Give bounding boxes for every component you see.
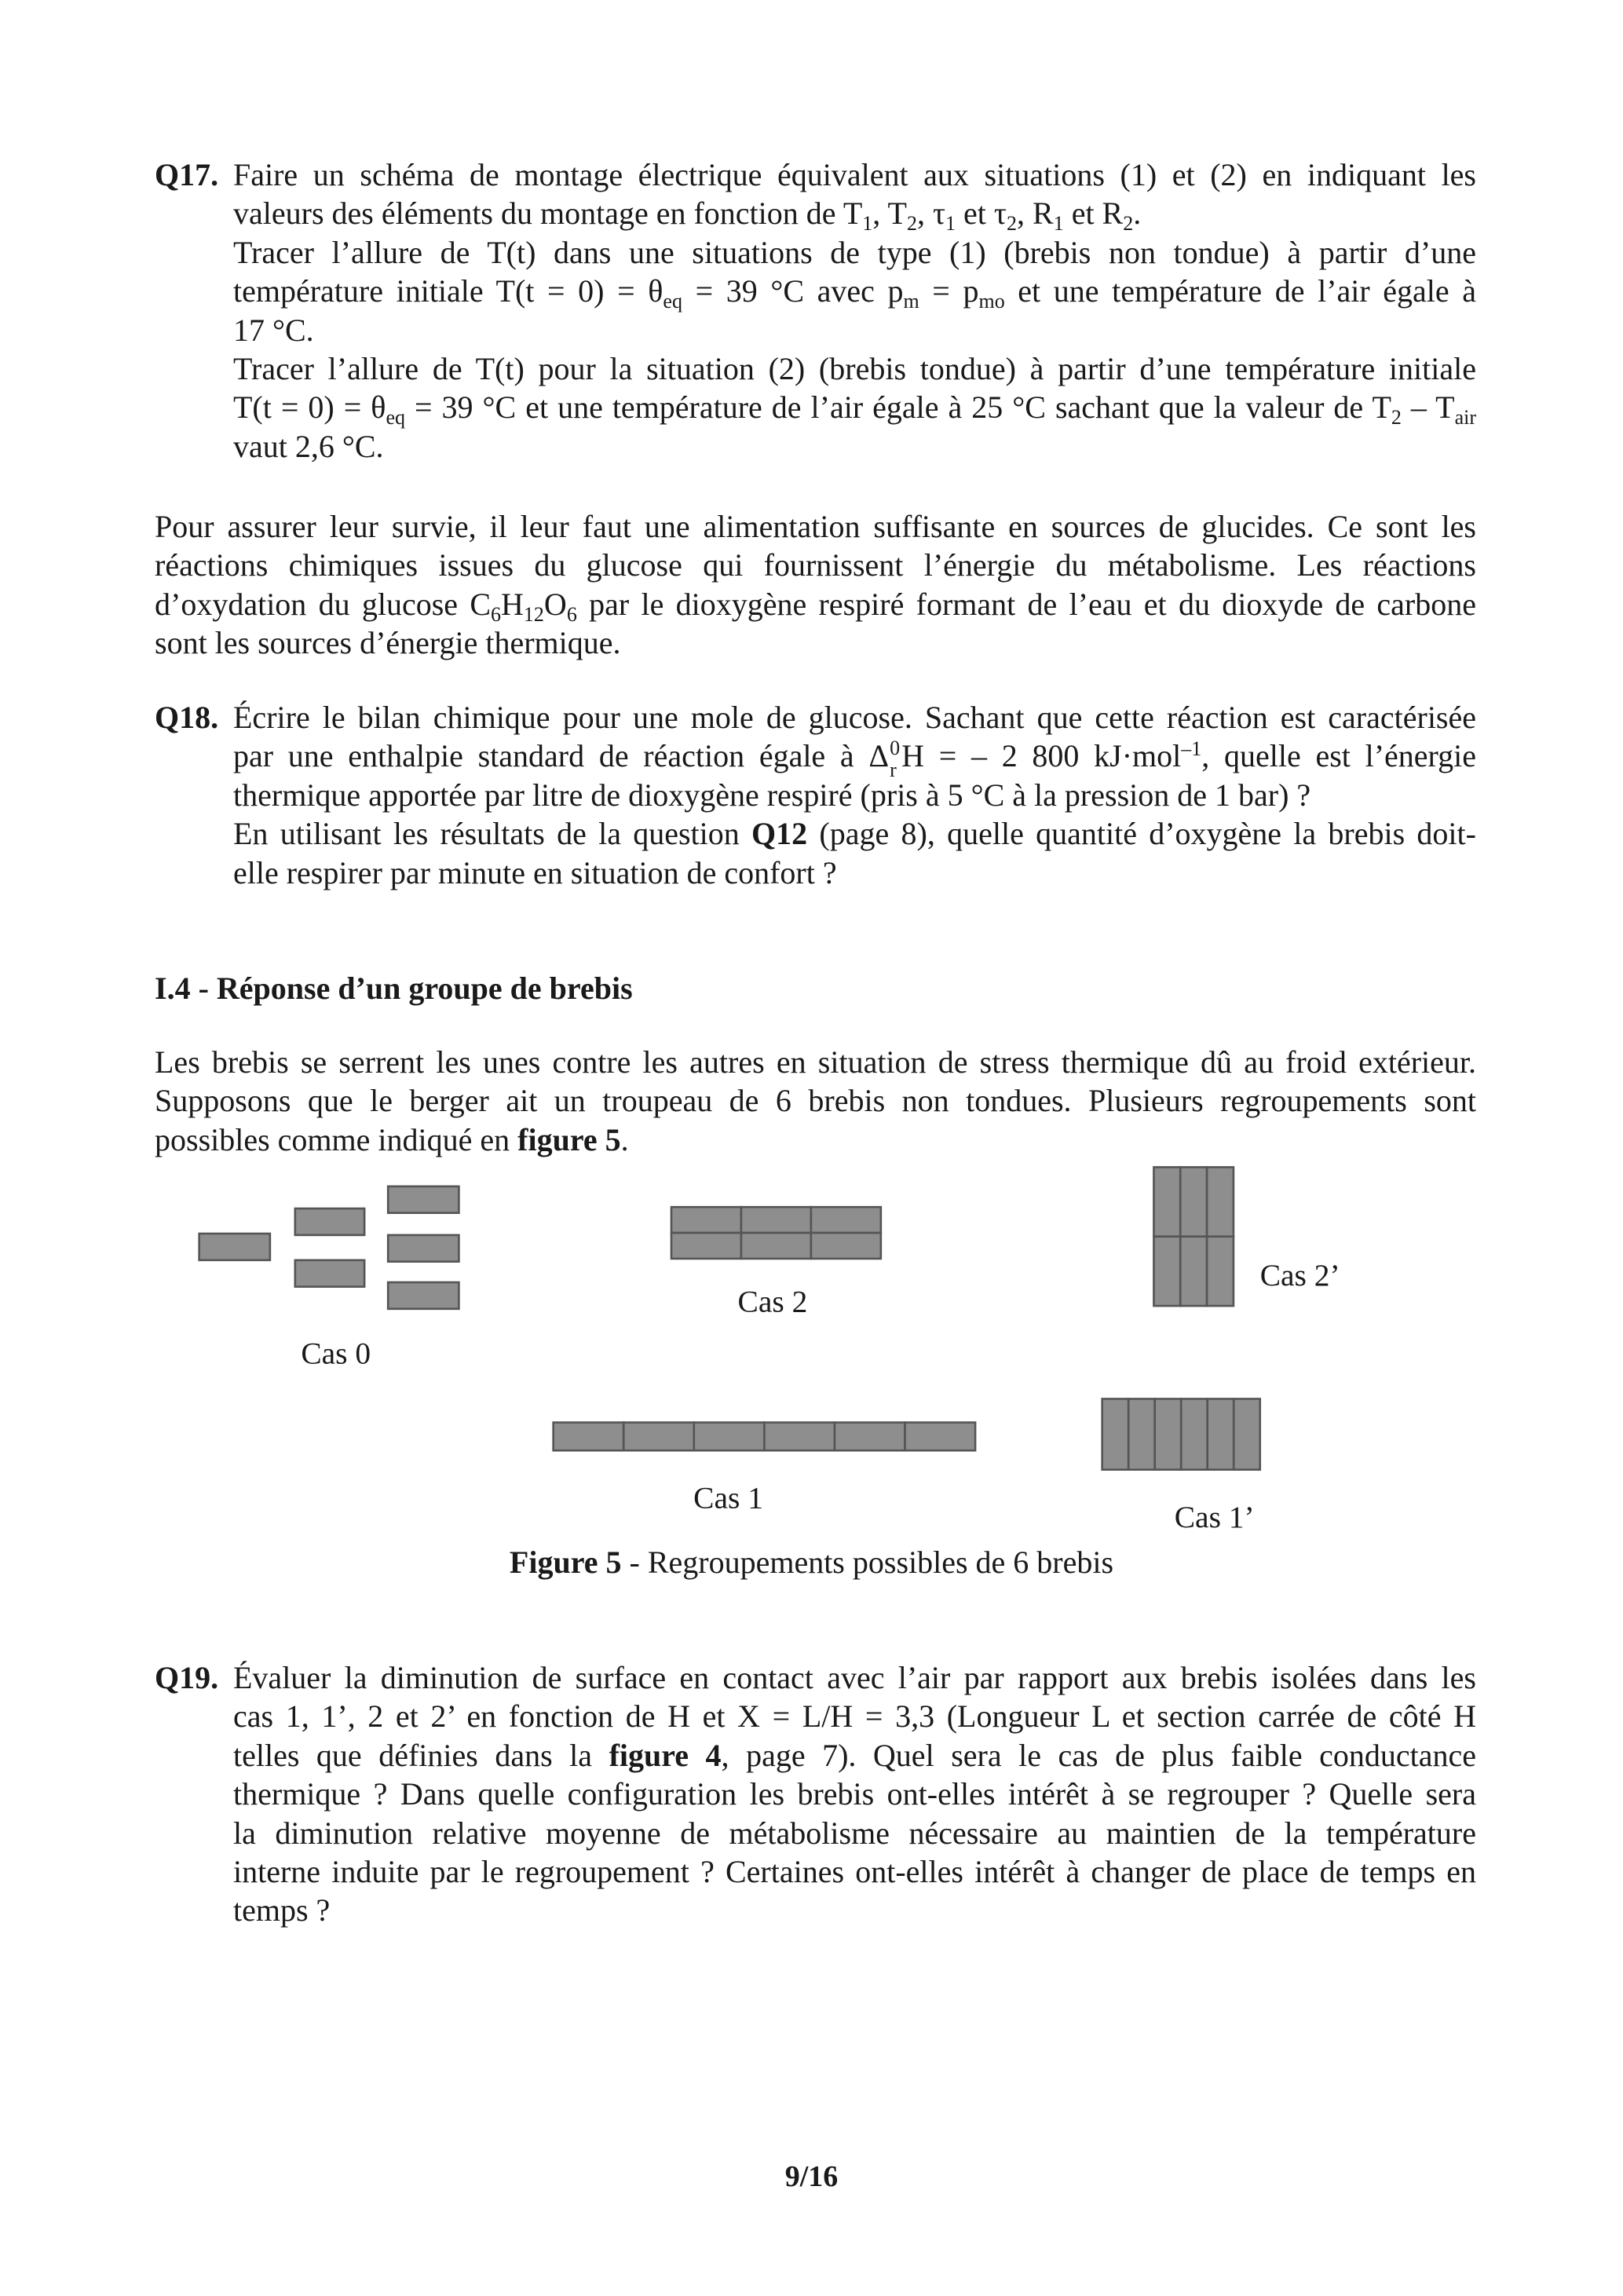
paragraph-groupe	[155, 1043, 1476, 1159]
text-run: thermique apportée par litre de dioxygène respiré (pris à 5 °C à la pression de 1 bar) ?	[233, 777, 1311, 813]
text-run: H	[501, 586, 524, 622]
cas0-group	[199, 1186, 459, 1309]
text-run: , T	[872, 196, 907, 232]
text-run: telles que définies dans la	[233, 1737, 609, 1773]
text-line	[233, 1852, 1476, 1891]
text-run: T(t = 0) = θ	[233, 389, 386, 426]
text-run: = 39 °C et une température de l’air égale à 25 °C sachant que la valeur de T	[405, 389, 1391, 426]
text-line	[233, 194, 1476, 236]
sheep	[1181, 1398, 1208, 1469]
text-run: .	[620, 1121, 629, 1157]
figure-caption-text: - Regroupements possibles de 6 brebis	[621, 1545, 1114, 1580]
text-run: Faire un schéma de montage électrique équivalent aux situations (1) et (2) en indiquant les	[233, 157, 1476, 192]
text-line	[233, 1891, 1476, 1929]
sheep	[1208, 1398, 1234, 1469]
q17-label: Q17.	[155, 157, 219, 192]
sheep	[1207, 1237, 1234, 1306]
text-run: cas 1, 1’, 2 et 2’ en fonction de H et X = L/H = 3,3 (Longueur L et section carrée de côté H	[233, 1698, 1476, 1735]
q19-label: Q19.	[155, 1660, 219, 1695]
text-run: temps ?	[233, 1892, 331, 1929]
text-run: sont les sources d’énergie thermique.	[155, 625, 621, 661]
sheep	[295, 1260, 364, 1287]
cas2-group	[671, 1207, 881, 1259]
text-run: Tracer l’allure de T(t) pour la situation (2) (brebis tondue) à partir d’une température initiale	[233, 350, 1476, 386]
sheep	[388, 1235, 459, 1262]
text-run: Les brebis se serrent les unes contre les autres en situation de stress thermique dû au froid extérieur.	[155, 1044, 1476, 1080]
text-run: O	[543, 586, 567, 622]
paragraph-glucose	[155, 507, 1476, 663]
bold-reference: figure 4	[609, 1737, 722, 1773]
sheep	[741, 1207, 811, 1233]
text-line	[233, 1736, 1476, 1775]
sheep	[554, 1423, 624, 1451]
sheep	[1153, 1167, 1180, 1236]
text-run: , τ	[916, 196, 946, 232]
sheep	[741, 1233, 811, 1259]
text-line	[233, 737, 1476, 782]
sheep	[1153, 1237, 1180, 1306]
text-run: réactions chimiques issues du glucose qui fournissent l’énergie du métabolisme. Les réactions	[155, 547, 1476, 583]
text-run: Pour assurer leur survie, il leur faut une alimentation suffisante en sources de glucides. Ce sont les	[155, 509, 1476, 544]
section-heading: I.4 - Réponse d’un groupe de brebis	[155, 971, 633, 1006]
subscript: 6	[491, 602, 502, 626]
sheep	[671, 1207, 741, 1233]
text-line	[233, 311, 1476, 349]
text-run: En utilisant les résultats de la question	[233, 816, 752, 852]
text-run: .	[1133, 196, 1142, 232]
text-line	[155, 1043, 1476, 1081]
text-run: Écrire le bilan chimique pour une mole de glucose. Sachant que cette réaction est caractérisée	[233, 700, 1476, 735]
sheep	[694, 1423, 765, 1451]
text-line	[233, 1658, 1476, 1697]
subscript: 1	[1053, 212, 1064, 236]
sheep	[835, 1423, 905, 1451]
subscript: m	[903, 290, 919, 313]
text-line	[155, 546, 1476, 584]
subscript: air	[1454, 406, 1477, 430]
q18-label: Q18.	[155, 700, 219, 735]
subscript: mo	[978, 290, 1005, 313]
cas2p-group	[1153, 1167, 1233, 1306]
sheep	[1180, 1237, 1207, 1306]
sheep	[811, 1233, 881, 1259]
text-line	[233, 1697, 1476, 1735]
sheep	[388, 1186, 459, 1213]
text-line	[233, 698, 1476, 737]
sheep	[199, 1234, 270, 1260]
text-run: et R	[1063, 196, 1124, 232]
text-run: – T	[1401, 389, 1455, 426]
text-run: température initiale T(t = 0) = θ	[233, 273, 663, 309]
sheep	[295, 1208, 364, 1235]
text-run: par une enthalpie standard de réaction égale à Δ	[233, 738, 890, 774]
sheep	[1180, 1167, 1207, 1236]
subscript: 1	[945, 212, 956, 236]
cas1-group	[554, 1423, 975, 1451]
subscript: 6	[566, 602, 577, 626]
text-line	[155, 623, 1476, 662]
sheep	[1155, 1398, 1182, 1469]
subscript: 2	[1007, 212, 1017, 236]
page-number: 9/16	[784, 2160, 839, 2193]
subscript: eq	[663, 290, 682, 313]
text-run: , quelle est l’énergie	[1201, 738, 1476, 774]
sub-superscript	[889, 737, 901, 782]
figure-caption-number: Figure 5	[509, 1545, 622, 1580]
text-line	[233, 776, 1476, 814]
text-run: elle respirer par minute en situation de confort ?	[233, 854, 837, 890]
subscript: 1	[862, 212, 873, 236]
subscript: 2	[1123, 212, 1134, 236]
sheep	[764, 1423, 835, 1451]
cas1p-group	[1102, 1398, 1260, 1469]
sheep	[1102, 1398, 1129, 1469]
text-run: thermique ? Dans quelle configuration les brebis ont-elles intérêt à se regrouper ? Quelle sera	[233, 1776, 1476, 1812]
text-line	[233, 814, 1476, 853]
text-line	[233, 388, 1477, 430]
cas1p-label: Cas 1’	[1174, 1499, 1255, 1534]
cas2-label: Cas 2	[737, 1284, 808, 1319]
text-line	[155, 1081, 1476, 1120]
text-run: vaut 2,6 °C.	[233, 428, 384, 464]
text-run: , R	[1017, 196, 1054, 232]
text-line	[155, 507, 1476, 546]
text-run: H = – 2 800 kJ·mol	[901, 738, 1182, 774]
text-run: (page 8), quelle quantité d’oxygène la brebis doit-	[807, 816, 1476, 852]
cas2p-label: Cas 2’	[1259, 1257, 1340, 1292]
subscript: eq	[386, 406, 405, 430]
figure-caption	[0, 1543, 1623, 1581]
text-line	[233, 349, 1476, 388]
sheep	[1207, 1167, 1234, 1236]
text-line	[233, 155, 1476, 194]
text-run: , page 7). Quel sera le cas de plus faible conductance	[721, 1737, 1476, 1773]
sheep	[811, 1207, 881, 1233]
superscript: –1	[1181, 737, 1202, 761]
sheep	[1128, 1398, 1155, 1469]
text-line	[233, 427, 1476, 466]
q18-text	[233, 698, 1476, 892]
subscript: 2	[906, 212, 917, 236]
text-line	[155, 585, 1477, 626]
subscript: 12	[523, 602, 544, 626]
superscript: 0	[890, 737, 901, 760]
text-run: = 39 °C avec p	[682, 273, 904, 309]
text-run: Évaluer la diminution de surface en contact avec l’air par rapport aux brebis isolées dans les	[233, 1660, 1476, 1695]
text-run: interne induite par le regroupement ? Certaines ont-elles intérêt à changer de place de temps en	[233, 1853, 1476, 1889]
cas0-label: Cas 0	[301, 1336, 371, 1371]
text-run: par le dioxygène respiré formant de l’eau et du dioxyde de carbone	[576, 586, 1477, 622]
sheep	[623, 1423, 694, 1451]
cas1-label: Cas 1	[693, 1480, 763, 1515]
text-run: = p	[919, 273, 979, 309]
text-line	[233, 1775, 1476, 1813]
text-line	[233, 1814, 1476, 1852]
text-run: et une température de l’air égale à	[1004, 273, 1477, 309]
text-line	[233, 233, 1476, 272]
text-run: Supposons que le berger ait un troupeau de 6 brebis non tondues. Plusieurs regroupements sont	[155, 1083, 1476, 1119]
sheep	[388, 1282, 459, 1309]
sheep	[671, 1233, 741, 1259]
subscript: r	[890, 759, 897, 782]
text-run: 17 °C.	[233, 312, 314, 348]
text-run: possibles comme indiqué en	[155, 1121, 518, 1157]
text-run: valeurs des éléments du montage en fonction de T	[233, 196, 863, 232]
text-line	[155, 1121, 1476, 1159]
q17-text	[233, 155, 1476, 466]
text-run: Tracer l’allure de T(t) dans une situations de type (1) (brebis non tondue) à partir d’une	[233, 234, 1476, 270]
q19-text	[233, 1658, 1476, 1930]
sheep	[905, 1423, 976, 1451]
text-line	[233, 854, 1476, 892]
bold-reference: figure 5	[517, 1121, 621, 1157]
text-run: et τ	[956, 196, 1007, 232]
text-line	[233, 272, 1477, 313]
text-run: d’oxydation du glucose C	[155, 586, 492, 622]
sheep	[1234, 1398, 1260, 1469]
bold-reference: Q12	[751, 816, 808, 852]
subscript: 2	[1391, 406, 1402, 430]
text-run: la diminution relative moyenne de métabolisme nécessaire au maintien de la température	[233, 1815, 1476, 1851]
